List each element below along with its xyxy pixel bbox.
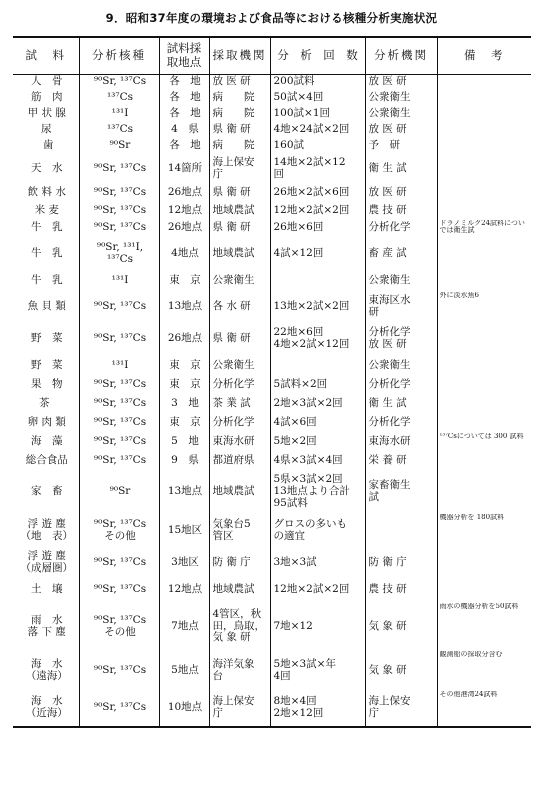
cell-site: 13地点 bbox=[159, 292, 209, 322]
cell-collector: 放 医 研 bbox=[209, 75, 270, 90]
cell-collector: 東海水研 bbox=[209, 433, 270, 452]
header-collector: 採取機関 bbox=[209, 37, 270, 75]
remark-empty bbox=[437, 122, 531, 138]
cell-nuclide: ¹³¹I bbox=[79, 271, 159, 292]
remark-note: 外に淡水魚6 bbox=[437, 292, 531, 322]
cell-analyzer: 気 象 研 bbox=[365, 651, 437, 691]
cell-nuclide: ⁹⁰Sr, ¹³⁷Cs bbox=[79, 322, 159, 356]
cell-count: 12地×2試×2回 bbox=[270, 578, 365, 603]
cell-site: 各 地 bbox=[159, 75, 209, 90]
table-row bbox=[13, 138, 531, 154]
cell-collector: 地域農試 bbox=[209, 578, 270, 603]
remark-empty bbox=[437, 395, 531, 414]
cell-site: 3地区 bbox=[159, 548, 209, 578]
cell-nuclide: ⁹⁰Sr, ¹³⁷Cs bbox=[79, 220, 159, 237]
cell-sample: 浮 遊 塵 （成層圏） bbox=[20, 549, 73, 574]
cell-count: 7地×12 bbox=[270, 603, 365, 651]
cell-analyzer: 衛 生 試 bbox=[365, 154, 437, 184]
cell-analyzer: 放 医 研 bbox=[365, 184, 437, 202]
cell-site: 10地点 bbox=[159, 691, 209, 727]
table-row bbox=[13, 651, 531, 691]
cell-sample: 総合食品 bbox=[25, 454, 68, 467]
cell-collector: 海洋気象 台 bbox=[209, 651, 270, 691]
cell-count: 26地×6回 bbox=[270, 220, 365, 237]
cell-nuclide: ⁹⁰Sr, ¹³⁷Cs bbox=[79, 376, 159, 395]
cell-count: 50試×4回 bbox=[270, 90, 365, 106]
cell-site: 4地点 bbox=[159, 237, 209, 271]
remark-empty bbox=[437, 414, 531, 433]
cell-analyzer bbox=[365, 514, 437, 548]
cell-sample: 土 壌 bbox=[31, 583, 63, 596]
cell-nuclide: ⁹⁰Sr, ¹³⁷Cs bbox=[79, 433, 159, 452]
cell-count: 3地×3試 bbox=[270, 548, 365, 578]
cell-collector: 県 衛 研 bbox=[209, 184, 270, 202]
cell-analyzer: 公衆衛生 bbox=[365, 90, 437, 106]
cell-nuclide: ⁹⁰Sr, ¹³⁷Cs bbox=[79, 691, 159, 727]
table-row bbox=[13, 184, 531, 202]
cell-site: 東 京 bbox=[159, 356, 209, 376]
cell-analyzer: 公衆衛生 bbox=[365, 271, 437, 292]
header-sample: 試 料 bbox=[13, 37, 79, 75]
cell-collector: 地域農試 bbox=[209, 237, 270, 271]
cell-nuclide: ⁹⁰Sr, ¹³⁷Cs bbox=[79, 202, 159, 220]
cell-sample: 甲 状 腺 bbox=[27, 106, 66, 119]
remark-empty bbox=[437, 271, 531, 292]
cell-site: 15地区 bbox=[159, 514, 209, 548]
cell-count: 4試×6回 bbox=[270, 414, 365, 433]
cell-count: 13地×2試×2回 bbox=[270, 292, 365, 322]
cell-nuclide: ¹³¹I bbox=[79, 356, 159, 376]
cell-sample: 人 骨 bbox=[31, 75, 63, 88]
table-row bbox=[13, 414, 531, 433]
cell-sample: 浮 遊 塵 （地 表） bbox=[20, 517, 73, 542]
header-analyzer: 分析機関 bbox=[365, 37, 437, 75]
cell-nuclide: ¹³¹I bbox=[79, 106, 159, 122]
cell-count: 4県×3試×4回 bbox=[270, 452, 365, 471]
cell-site: 東 京 bbox=[159, 271, 209, 292]
cell-collector: 地域農試 bbox=[209, 202, 270, 220]
cell-site: 12地点 bbox=[159, 202, 209, 220]
cell-count: 2地×3試×2回 bbox=[270, 395, 365, 414]
remark-empty bbox=[437, 90, 531, 106]
table-row bbox=[13, 433, 531, 452]
cell-count: 160試 bbox=[270, 138, 365, 154]
cell-site: 13地点 bbox=[159, 471, 209, 514]
cell-site: 5 地 bbox=[159, 433, 209, 452]
table-row bbox=[13, 271, 531, 292]
cell-collector: 各 水 研 bbox=[209, 292, 270, 322]
header-nuclide: 分析核種 bbox=[79, 37, 159, 75]
cell-sample: 雨 水 落 下 塵 bbox=[27, 613, 66, 638]
cell-site: 7地点 bbox=[159, 603, 209, 651]
cell-analyzer: 分析化学 bbox=[365, 414, 437, 433]
cell-site: 各 地 bbox=[159, 90, 209, 106]
remark-empty bbox=[437, 75, 531, 90]
cell-nuclide: ⁹⁰Sr, ¹³⁷Cs bbox=[79, 414, 159, 433]
cell-collector: 地域農試 bbox=[209, 471, 270, 514]
cell-site: 26地点 bbox=[159, 184, 209, 202]
remark-empty bbox=[437, 184, 531, 202]
remark-note: その他港湾24試料 bbox=[437, 691, 531, 727]
cell-collector: 都道府県 bbox=[209, 452, 270, 471]
table-body bbox=[13, 75, 531, 727]
cell-count: 5地×2回 bbox=[270, 433, 365, 452]
cell-nuclide: ¹³⁷Cs bbox=[79, 90, 159, 106]
cell-analyzer: 分析化学 bbox=[365, 376, 437, 395]
remark-note: 機器分析を 180試料 bbox=[437, 514, 531, 548]
cell-site: 12地点 bbox=[159, 578, 209, 603]
table-row bbox=[13, 356, 531, 376]
cell-count: 100試×1回 bbox=[270, 106, 365, 122]
table-header-row bbox=[13, 37, 531, 75]
header-site bbox=[159, 37, 209, 75]
cell-collector: 公衆衛生 bbox=[209, 356, 270, 376]
cell-sample: 野 菜 bbox=[31, 358, 63, 371]
cell-analyzer: 気 象 研 bbox=[365, 603, 437, 651]
cell-nuclide: ⁹⁰Sr, ¹³⁷Cs bbox=[79, 75, 159, 90]
cell-sample: 卵 肉 類 bbox=[27, 416, 66, 429]
remark-empty bbox=[437, 578, 531, 603]
cell-count: 200試料 bbox=[270, 75, 365, 90]
table-row bbox=[13, 514, 531, 548]
cell-nuclide: ⁹⁰Sr, ¹³⁷Cs bbox=[79, 578, 159, 603]
cell-nuclide: ¹³⁷Cs bbox=[79, 122, 159, 138]
cell-nuclide: ⁹⁰Sr, ¹³⁷Cs bbox=[79, 395, 159, 414]
cell-count: 14地×2試×12 回 bbox=[270, 154, 365, 184]
table-row bbox=[13, 106, 531, 122]
cell-collector: 気象台5 管区 bbox=[209, 514, 270, 548]
cell-collector: 海上保安 庁 bbox=[209, 154, 270, 184]
remark-empty bbox=[437, 202, 531, 220]
cell-site: 26地点 bbox=[159, 220, 209, 237]
cell-analyzer: 放 医 研 bbox=[365, 122, 437, 138]
cell-count: 5地×3試×年 4回 bbox=[270, 651, 365, 691]
table-row bbox=[13, 90, 531, 106]
cell-collector: 分析化学 bbox=[209, 414, 270, 433]
cell-analyzer: 衛 生 試 bbox=[365, 395, 437, 414]
cell-analyzer: 栄 養 研 bbox=[365, 452, 437, 471]
cell-nuclide: ⁹⁰Sr, ¹³¹I, ¹³⁷Cs bbox=[79, 237, 159, 271]
header-count: 分 析 回 数 bbox=[270, 37, 365, 75]
cell-collector: 県 衛 研 bbox=[209, 220, 270, 237]
cell-nuclide: ⁹⁰Sr bbox=[79, 471, 159, 514]
cell-collector: 茶 業 試 bbox=[209, 395, 270, 414]
cell-sample: 牛 乳 bbox=[31, 274, 63, 287]
cell-analyzer: 家畜衛生 試 bbox=[365, 471, 437, 514]
cell-nuclide: ⁹⁰Sr, ¹³⁷Cs その他 bbox=[79, 514, 159, 548]
cell-count: 5県×3試×2回 13地点より合計 95試料 bbox=[270, 471, 365, 514]
cell-site: 東 京 bbox=[159, 414, 209, 433]
table-row bbox=[13, 691, 531, 727]
cell-count bbox=[270, 271, 365, 292]
remark-empty bbox=[437, 548, 531, 578]
cell-analyzer: 農 技 研 bbox=[365, 578, 437, 603]
table-row bbox=[13, 292, 531, 322]
cell-site: 9 県 bbox=[159, 452, 209, 471]
cell-analyzer: 分析化学 放 医 研 bbox=[365, 322, 437, 356]
cell-site: 5地点 bbox=[159, 651, 209, 691]
cell-count: 5試料×2回 bbox=[270, 376, 365, 395]
cell-count: 8地×4回 2地×12回 bbox=[270, 691, 365, 727]
cell-nuclide: ⁹⁰Sr, ¹³⁷Cs bbox=[79, 548, 159, 578]
cell-sample: 海 水 （遠海） bbox=[25, 657, 68, 682]
cell-analyzer: 畜 産 試 bbox=[365, 237, 437, 271]
cell-sample: 牛 乳 bbox=[31, 221, 63, 234]
cell-analyzer: 農 技 研 bbox=[365, 202, 437, 220]
table-row bbox=[13, 202, 531, 220]
nuclide-analysis-table bbox=[13, 36, 531, 728]
cell-nuclide: ⁹⁰Sr, ¹³⁷Cs bbox=[79, 452, 159, 471]
cell-count: 26地×2試×6回 bbox=[270, 184, 365, 202]
cell-sample: 天 水 bbox=[31, 161, 63, 174]
table-row bbox=[13, 548, 531, 578]
table-row bbox=[13, 220, 531, 237]
cell-site: 26地点 bbox=[159, 322, 209, 356]
cell-sample: 牛 乳 bbox=[31, 246, 63, 259]
remark-note: 観測船の採取分含む bbox=[437, 651, 531, 691]
cell-collector: 分析化学 bbox=[209, 376, 270, 395]
remark-note: ¹³⁷Csについては 300 試料 bbox=[437, 433, 531, 471]
cell-count bbox=[270, 356, 365, 376]
cell-sample: 筋 肉 bbox=[31, 90, 63, 103]
cell-analyzer: 放 医 研 bbox=[365, 75, 437, 90]
cell-site: 各 地 bbox=[159, 138, 209, 154]
cell-analyzer: 公衆衛生 bbox=[365, 356, 437, 376]
cell-nuclide: ⁹⁰Sr, ¹³⁷Cs bbox=[79, 292, 159, 322]
cell-sample: 魚 貝 類 bbox=[27, 299, 66, 312]
cell-nuclide: ⁹⁰Sr, ¹³⁷Cs その他 bbox=[79, 603, 159, 651]
cell-sample: 歯 bbox=[43, 138, 54, 151]
cell-analyzer: 東海区水 研 bbox=[365, 292, 437, 322]
cell-count: 4試×12回 bbox=[270, 237, 365, 271]
remark-empty bbox=[437, 106, 531, 122]
table-row bbox=[13, 376, 531, 395]
cell-sample: 海 藻 bbox=[31, 435, 63, 448]
cell-analyzer: 防 衛 庁 bbox=[365, 548, 437, 578]
cell-nuclide: ⁹⁰Sr, ¹³⁷Cs bbox=[79, 184, 159, 202]
table-row bbox=[13, 471, 531, 514]
cell-count: 4地×24試×2回 bbox=[270, 122, 365, 138]
cell-sample: 野 菜 bbox=[31, 331, 63, 344]
cell-analyzer: 東海水研 bbox=[365, 433, 437, 452]
remark-empty bbox=[437, 356, 531, 376]
cell-nuclide: ⁹⁰Sr, ¹³⁷Cs bbox=[79, 154, 159, 184]
cell-nuclide: ⁹⁰Sr, ¹³⁷Cs bbox=[79, 651, 159, 691]
cell-count: 12地×2試×2回 bbox=[270, 202, 365, 220]
cell-collector: 防 衛 庁 bbox=[209, 548, 270, 578]
cell-sample: 尿 bbox=[41, 122, 52, 135]
table-row bbox=[13, 603, 531, 651]
cell-collector: 病 院 bbox=[209, 138, 270, 154]
cell-site: 14箇所 bbox=[159, 154, 209, 184]
table-row bbox=[13, 122, 531, 138]
table-row bbox=[13, 395, 531, 414]
cell-site: 4 県 bbox=[159, 122, 209, 138]
page-title: 9．昭和37年度の環境および食品等における核種分析実施状況 bbox=[105, 11, 438, 25]
cell-collector: 4管区，秋 田，鳥取， 気 象 研 bbox=[209, 603, 270, 651]
cell-analyzer: 公衆衛生 bbox=[365, 106, 437, 122]
table-row bbox=[13, 154, 531, 184]
cell-count: 22地×6回 4地×2試×12回 bbox=[270, 322, 365, 356]
cell-collector: 病 院 bbox=[209, 90, 270, 106]
cell-sample: 茶 bbox=[39, 397, 50, 410]
cell-sample: 家 畜 bbox=[31, 485, 63, 498]
remark-note: 雨水の機器分析を50試料 bbox=[437, 603, 531, 651]
cell-analyzer: 分析化学 bbox=[365, 220, 437, 237]
remark-empty bbox=[437, 471, 531, 514]
remark-note: ドラノミルク24試料についでは衛生試 bbox=[437, 220, 531, 271]
cell-sample: 飲 料 水 bbox=[27, 185, 66, 198]
cell-site: 各 地 bbox=[159, 106, 209, 122]
table-row bbox=[13, 578, 531, 603]
header-remarks: 備 考 bbox=[437, 37, 531, 75]
remark-empty bbox=[437, 154, 531, 184]
table-row bbox=[13, 322, 531, 356]
remark-empty bbox=[437, 322, 531, 356]
table-row bbox=[13, 75, 531, 90]
cell-site: 3 地 bbox=[159, 395, 209, 414]
cell-collector: 海上保安 庁 bbox=[209, 691, 270, 727]
cell-collector: 県 衛 研 bbox=[209, 122, 270, 138]
cell-collector: 病 院 bbox=[209, 106, 270, 122]
header-site-text: 試料採 取地点 bbox=[166, 41, 202, 69]
cell-count: グロスの多いも の適宜 bbox=[270, 514, 365, 548]
cell-sample: 米 麦 bbox=[34, 203, 59, 216]
cell-collector: 県 衛 研 bbox=[209, 322, 270, 356]
cell-analyzer: 海上保安 庁 bbox=[365, 691, 437, 727]
cell-analyzer: 予 研 bbox=[365, 138, 437, 154]
remark-empty bbox=[437, 138, 531, 154]
cell-sample: 海 水 （近海） bbox=[25, 695, 68, 719]
cell-collector: 公衆衛生 bbox=[209, 271, 270, 292]
cell-sample: 果 物 bbox=[31, 378, 63, 391]
cell-nuclide: ⁹⁰Sr bbox=[79, 138, 159, 154]
cell-site: 東 京 bbox=[159, 376, 209, 395]
remark-empty bbox=[437, 376, 531, 395]
